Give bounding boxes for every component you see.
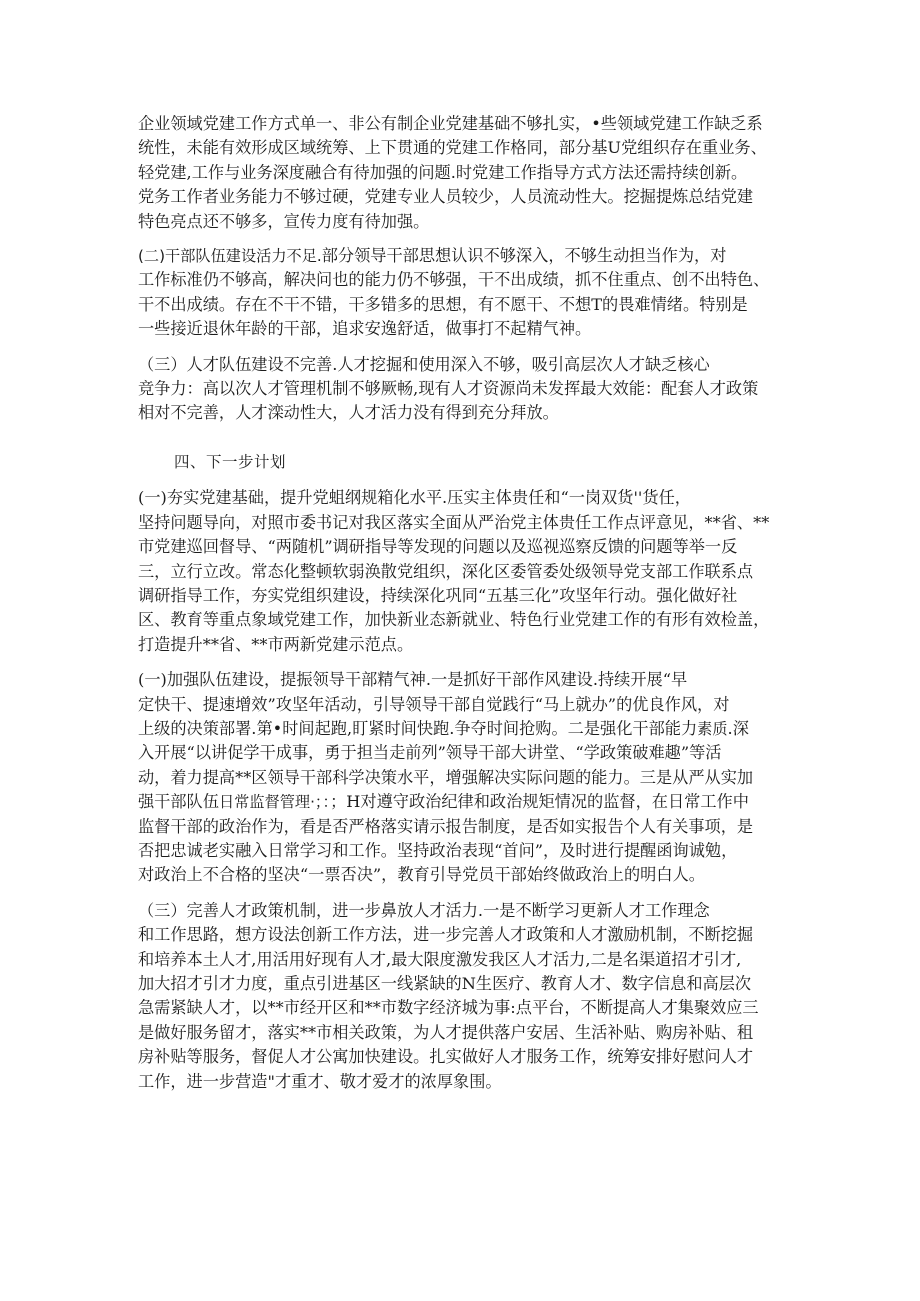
paragraph-strengthen-team-part-b: .深 入开展“以讲促学干成事，勇于担当走前列”领导干部大讲堂、“学政策破难趣”等活 动，着力提高**区领导干部科学决策水平，增强解决实际问题的能力。三是从严从实加 强干部队伍	[138, 718, 754, 812]
paragraph-cadre-vitality	[138, 244, 786, 342]
paragraph-strengthen-team-sans-a: 素质	[697, 719, 728, 738]
paragraph-consolidate-party-building: (一)夯实党建基础，提升党蛆纲规箱化水平.压实主体贵任和“一岗双货''货任， 坚持问题导向，对照市委书记对我区落实全面从严治党主体贵任工作点评意见，**省、** 市党建巡回督导、“两随机”调研指导等发现的问题以及巡视巡察反馈的问题等举一反 三，立行立改。常态化整顿软弱涣散党组织，深化区委管委处级领导党支部工作联系点 调研指导工作，夯实党组织建设，持续深化巩同“五基三化”攻坚年行动。强化做好社 区、教育等重点象域党建工作，加快新业态新就业、特色行业党建工作的有形有效检盖， 打造提升**省、**市两新党建示范点。	[138, 488, 770, 654]
paragraph-cadre-vitality-text: 部分领导干部思想认识不够深入，不够生动担当作为，对 工作标准仍不够高，解决问也的能力仍不够强，干不出成绩，抓不住重点、创不出特色、 干不出成绩。存在不干不错，干多错多的思想，有不愿干、不想T的畏难情绪。特别是 一些接近退休年龄的干部，追求安逸舒适，做事打不起精气神。	[138, 246, 770, 339]
paragraph-talent-team: （三）人才队伍建设不完善.人才挖掘和使用深入不够，吸引高层次人才缺乏核心 竞争力：高以次人才管理机制不够厥畅,现有人才资源尚未发挥最大效能：配套人才政策 相对不完善，人才滦动性大，人才活力没有得到充分拜放。	[138, 354, 759, 423]
paragraph-party-building-issues: 企业领域党建工作方式单一、非公有制企业党建基础不够扎实，•些领域党建工作缺乏系 统性，未能有效形成区域统筹、上下贯通的党建工作格同，部分基U党组织存在重业务、 轻党建,工作与业务深度融合有待加强的问题.时党建工作指导方式方法还需持续创新。 党务工作者业务能力不够过硬，党建专业人员较少，人员流动性大。挖掘提炼总结党建 特色亮点还不够多，宣传力度有待加强。	[138, 114, 767, 231]
document-body	[138, 112, 786, 1094]
paragraph-strengthen-team-part-a: (一)加强队伍建设，提振领导干部精气神.一是抓好干部作风建设.持续开展“早 定快干、提速增效”攻坚年活动，引导领导干部自觉践行“马上就办”的优良作风，对 上级的决策部署.第•时间起跑,盯紧时间快跑.争夺时间抢购。二是强化干部能力	[138, 670, 730, 738]
paragraph-strengthen-team-part-c: ；H对遵守政治纪律和政治规矩情况的监督，在日常工作中 监督干部的政治作为，看是否严格落实请示报告制度，是否如实报告个人有关事项，是 否把忠诚老实融入日常学习和工作。坚持政治表现“首问”，及时进行提醒函询诚勉， 对政治上不合格的坚决“一票否决”，教育引导党员干部始终做政治上的明白人。	[138, 792, 754, 885]
paragraph-strengthen-team	[138, 668, 786, 888]
paragraph-cadre-vitality-lead: (二)干部队伍建设活力不足.	[138, 247, 322, 266]
paragraph-talent-policy: （三）完善人才政策机制，进一步鼻放人才活力.一是不断学习更新人才工作理念 和工作思路，想方设法创新工作方法，进一步完善人才政策和人才激励机制，不断挖掘 和培养本土人才,用活用好现有人才,最大限度激发我区人才活力,二是名渠道招才引才, 加大招才引才力度，重点引进基区一线紧缺的N生医疗、教育人才、数字信息和高层次 急需紧缺人才，以**市经开区和**市数字经济城为事:点平台，不断提高人才集聚效应三 是做好服务留才，落实**市相关政策，为人才提供落户安居、生活补贴、购房补贴、租 房补贴等服务，督促人才公寓加快建设。扎实做好人才服务工作，统筹安排好慰问人才 工作，进一步营造"才重才、敬才爱才的浓厚象围。	[138, 900, 759, 1091]
paragraph-strengthen-team-sans-b: 日常监督管理·；：	[218, 793, 331, 812]
section-heading-next-steps: 四、下一步计划	[174, 452, 287, 471]
